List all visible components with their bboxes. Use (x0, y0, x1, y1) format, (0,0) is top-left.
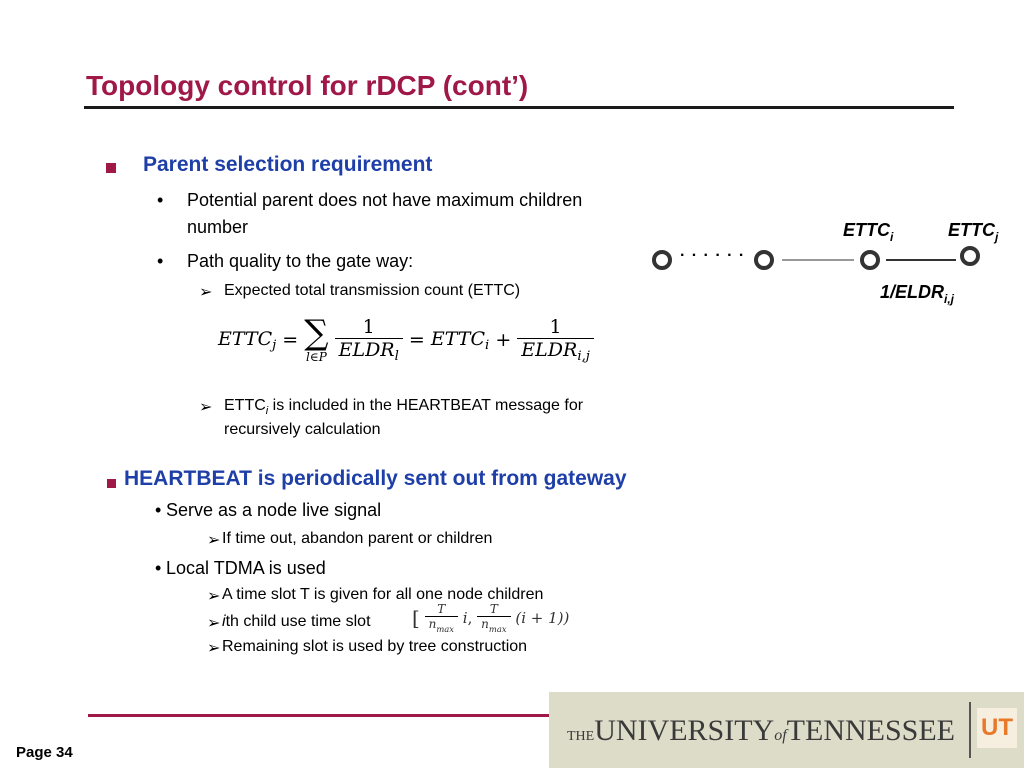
node-icon (756, 252, 772, 268)
eq-lhs: $ETTC_j$ (218, 327, 277, 353)
arrow-bullet-icon: ➢ (199, 284, 213, 301)
node-i-icon (862, 252, 878, 268)
section2-sub1: If time out, abandon parent or children (222, 530, 493, 547)
round-bullet-icon: • (157, 251, 164, 271)
section1-sub2: $ETTC_i$ is included in the HEARTBEAT message for (224, 397, 584, 417)
time-slot-formula: [ $\frac{T}{n_{max}}$ i, $\frac{T}{n_{max}}$ (i + 1)) (412, 602, 570, 634)
eq-frac2: $\frac{1}{ELDR_{i,j}}$ (517, 316, 594, 364)
university-wordmark: THEUNIVERSITYofTENNESSEE (567, 714, 955, 747)
section2-bullet1: Serve as a node live signal (166, 500, 382, 520)
section2-sub4: Remaining slot is used by tree construction (222, 638, 528, 655)
arrow-bullet-icon: ➢ (207, 532, 221, 549)
square-bullet-icon (107, 475, 116, 493)
section1-bullet1-line1: Potential parent does not have maximum children (187, 190, 583, 210)
section1-sub2-line2: recursively calculation (224, 421, 381, 438)
ut-logo-icon: UT (977, 708, 1017, 748)
diagram-link-label: $1/ELDR_{i,j}$ (880, 282, 955, 306)
arrow-bullet-icon: ➢ (207, 588, 221, 605)
logo-divider (969, 702, 971, 758)
eq-sum: ∑ l∈P (304, 313, 329, 364)
section1-heading: Parent selection requirement (143, 153, 433, 176)
section1-sub1: Expected total transmission count (ETTC) (224, 282, 521, 299)
round-bullet-icon: • (157, 190, 164, 210)
university-logo (549, 692, 1024, 768)
section1-bullet2: Path quality to the gate way: (187, 251, 414, 271)
arrow-bullet-icon: ➢ (199, 399, 213, 416)
eq-frac1: $\frac{1}{ELDR_l}$ (335, 316, 403, 364)
round-bullet-icon: • (155, 558, 162, 578)
diagram-label-ettc-j: $ETTC_j$ (948, 220, 999, 244)
section1-bullet1-line2: number (187, 217, 249, 237)
diagram-label-ettc-i: $ETTC_i$ (843, 220, 894, 244)
section2-heading: HEARTBEAT is periodically sent out from gateway (124, 467, 627, 490)
round-bullet-icon: • (155, 500, 162, 520)
arrow-bullet-icon: ➢ (207, 615, 221, 632)
page-number: Page 34 (16, 744, 73, 761)
node-icon (654, 252, 670, 268)
square-bullet-icon (106, 160, 116, 178)
node-j-icon (962, 248, 978, 264)
title-divider (84, 106, 954, 109)
section2-sub2: A time slot T is given for all one node children (222, 586, 544, 603)
arrow-bullet-icon: ➢ (207, 640, 221, 657)
slide-title: Topology control for rDCP (cont’) (86, 70, 529, 101)
ettc-equation: $ETTC_j$ = ∑ l∈P $\frac{1}{ELDR_l}$ = $ETTC_i$ + $\frac{1}{ELDR_{i,j}}$ (218, 316, 594, 386)
section2-sub3: ith child use time slot (222, 613, 371, 630)
diagram-dots: · · · · · · (680, 247, 746, 264)
eq-mid: $ETTC_i$ (430, 327, 490, 353)
section2-bullet2: Local TDMA is used (166, 558, 326, 578)
footer-divider (88, 714, 558, 717)
